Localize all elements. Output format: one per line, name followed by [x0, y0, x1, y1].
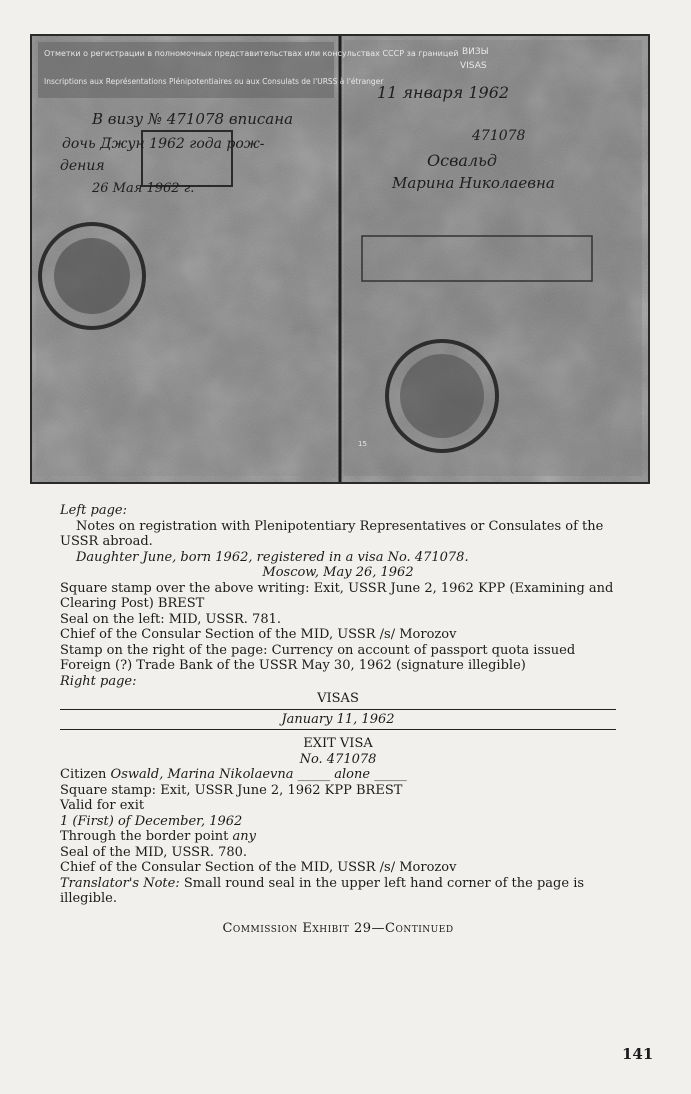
citizen-alone: alone [334, 767, 371, 782]
translation-caption [60, 503, 616, 936]
moscow-date-line: Moscow, May 26, 1962 [262, 565, 414, 580]
chief-line-2: Chief of the Consular Section of the MID, USSR /s/ Morozov [60, 860, 457, 875]
citizen-prefix: Citizen [60, 767, 111, 782]
square-stamp-line: Square stamp over the above writing: Exit, USSR June 2, 1962 KPP (Examining and Clearing Post) BREST [60, 580, 614, 611]
first-of-december: 1 (First) of December, 1962 [60, 813, 243, 829]
notes-line: Notes on registration with Plenipotentiary Representatives or Consulates of the USSR abroad. [60, 518, 604, 549]
commission-exhibit: Commission Exhibit 29—Continued [222, 920, 454, 936]
right-handwriting-date: 11 января 1962 [377, 83, 510, 102]
right-header-en: VISAS [460, 61, 487, 71]
january-date-heading: January 11, 1962 [281, 711, 395, 727]
right-handwriting-surname: Освальд [427, 151, 497, 170]
citizen-blank-2: _____ [370, 767, 407, 782]
citizen-line [60, 767, 616, 783]
stamp-right-line: Stamp on the right of the page: Currency on account of passport quota issued Foreign (?) Trade Bank of the USSR May 30, 1962 (signature illegible) [60, 642, 576, 673]
left-handwriting-2: дочь Джун 1962 года рож- [62, 136, 265, 152]
border-prefix: Through the border point [60, 829, 233, 844]
citizen-blank-1: _____ [293, 767, 335, 782]
daughter-line: Daughter June, born 1962, registered in a visa No. 471078. [76, 549, 469, 565]
translator-label: Translator's Note: [60, 875, 180, 891]
chief-line-1: Chief of the Consular Section of the MID, USSR /s/ Morozov [60, 627, 457, 642]
border-any: any [232, 829, 256, 844]
visa-number: No. 471078 [299, 751, 377, 767]
divider-rule-1 [60, 709, 616, 710]
right-handwriting-number: 471078 [472, 128, 526, 144]
left-header-ru: Отметки о регистрации в полномочных представительствах или консульствах СССР за границей [44, 49, 459, 58]
left-handwriting-4: 26 Мая 1962 г. [92, 181, 195, 196]
citizen-name: Oswald, Marina Nikolaevna [110, 767, 294, 782]
border-line [60, 829, 616, 845]
valid-for-exit: Valid for exit [60, 798, 145, 813]
exit-visa-heading: EXIT VISA [303, 736, 373, 751]
square-stamp-2: Square stamp: Exit, USSR June 2, 1962 KPP BREST [60, 782, 403, 798]
divider-rule-2 [60, 729, 616, 730]
right-header-ru: ВИЗЫ [462, 47, 489, 57]
visas-heading: VISAS [317, 691, 359, 706]
left-page-label: Left page: [60, 503, 127, 518]
passport-page-number: 15 [358, 440, 367, 448]
page-number: 141 [622, 1045, 654, 1063]
passport-pages-image [32, 36, 648, 482]
seal-left-line: Seal on the left: MID, USSR. 781. [60, 611, 281, 627]
translator-note [60, 876, 616, 907]
passport-photograph [30, 34, 650, 484]
left-handwriting-3: дения [60, 158, 105, 174]
left-handwriting-1: В визу № 471078 вписана [92, 110, 294, 128]
seal-780-line: Seal of the MID, USSR. 780. [60, 844, 248, 860]
translator-text: Small round seal in the upper left hand corner of the page is illegible. [60, 875, 585, 906]
left-header-fr: Inscriptions aux Représentations Plénipotentiaires ou aux Consulats de l'URSS à l'étranger [44, 77, 384, 86]
right-page-label: Right page: [60, 673, 137, 689]
right-handwriting-name: Марина Николаевна [392, 174, 555, 192]
